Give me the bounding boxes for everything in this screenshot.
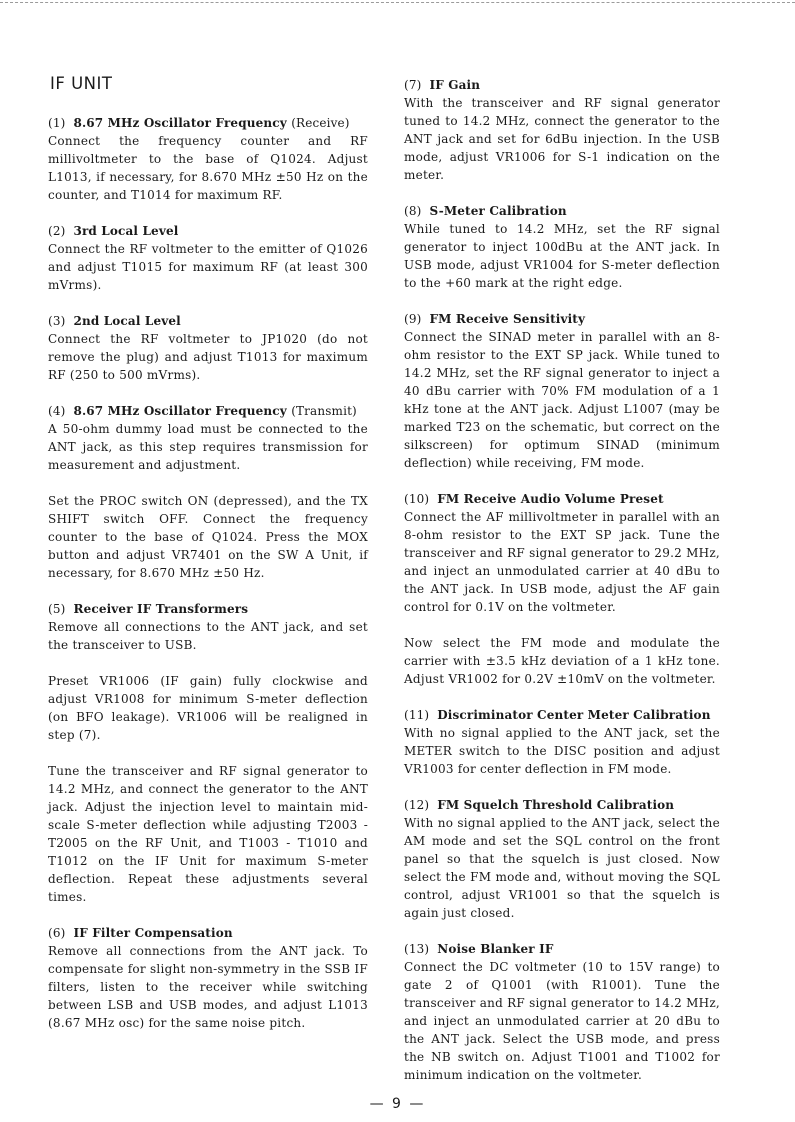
step-heading — [48, 924, 368, 942]
right-column — [404, 76, 720, 1102]
section-title: IF UNIT — [50, 74, 113, 93]
step-number: (12) — [404, 798, 430, 812]
step-heading — [48, 402, 368, 420]
step-title: S-Meter Calibration — [429, 204, 567, 218]
step-number: (11) — [404, 708, 430, 722]
step-paragraph: Tune the transceiver and RF signal generator to 14.2 MHz, and connect the generator to the ANT jack. Adjust the injection level to maintain mid-scale S-meter deflection while adjusting T2003 - T2005 on the RF Unit, and T1003 - T1010 and T1012 on the IF Unit for maximum S-meter deflection. Repeat these adjustments several times. — [48, 764, 368, 904]
step-heading — [404, 202, 720, 220]
step-paragraph: With the transceiver and RF signal generator tuned to 14.2 MHz, connect the generator to the ANT jack and set for 6dBu injection. In the USB mode, adjust VR1006 for S-1 indication on the meter. — [404, 96, 720, 182]
step-heading — [404, 796, 720, 814]
step-title: 2nd Local Level — [73, 314, 181, 328]
left-steps — [48, 114, 368, 1032]
step-paragraph: While tuned to 14.2 MHz, set the RF signal generator to inject 100dBu at the ANT jack. In USB mode, adjust VR1004 for S-meter deflection to the +60 mark at the right edge. — [404, 222, 720, 290]
step-title: IF Filter Compensation — [73, 926, 233, 940]
procedure-step — [404, 940, 720, 1084]
procedure-step — [48, 924, 368, 1032]
procedure-step — [48, 600, 368, 906]
step-title: 8.67 MHz Oscillator Frequency — [73, 116, 287, 130]
procedure-step — [404, 490, 720, 688]
procedure-step — [404, 796, 720, 922]
page-number: — 9 — — [369, 1096, 426, 1112]
step-heading — [404, 940, 720, 958]
step-heading — [404, 706, 720, 724]
step-heading — [404, 310, 720, 328]
step-number: (2) — [48, 224, 66, 238]
step-paragraph: Connect the SINAD meter in parallel with an 8-ohm resistor to the EXT SP jack. While tuned to 14.2 MHz, set the RF signal generator to inject a 40 dBu carrier with 70% FM modulation of a 1 kHz tone at the ANT jack. Adjust L1007 (may be marked T23 on the schematic, but correct on the silkscreen) for optimum SINAD (minimum deflection) while receiving, FM mode. — [404, 330, 720, 470]
step-number: (6) — [48, 926, 66, 940]
step-qualifier: (Transmit) — [291, 404, 357, 418]
step-paragraph: Connect the DC voltmeter (10 to 15V range) to gate 2 of Q1001 (with R1001). Tune the transceiver and RF signal generator to 14.2 MHz, and inject an unmodulated carrier at 20 dBu to the ANT jack. Select the USB mode, and press the NB switch on. Adjust T1001 and T1002 for minimum indication on the voltmeter. — [404, 960, 720, 1082]
procedure-step — [48, 312, 368, 384]
step-paragraph: Remove all connections from the ANT jack. To compensate for slight non-symmetry in the SSB IF filters, listen to the receiver while switching between LSB and USB modes, and adjust L1013 (8.67 MHz osc) for the same noise pitch. — [48, 944, 368, 1030]
step-number: (7) — [404, 78, 422, 92]
procedure-step — [404, 202, 720, 292]
left-column — [48, 74, 368, 1050]
step-paragraph: Connect the AF millivoltmeter in parallel with an 8-ohm resistor to the EXT SP jack. Tune the transceiver and RF signal generator to 29.2 MHz, and inject an unmodulated carrier at 40 dBu to the ANT jack. In USB mode, adjust the AF gain control for 0.1V on the voltmeter. — [404, 510, 720, 614]
step-paragraph: Now select the FM mode and modulate the carrier with ±3.5 kHz deviation of a 1 kHz tone. Adjust VR1002 for 0.2V ±10mV on the voltmeter. — [404, 636, 720, 686]
step-number: (10) — [404, 492, 430, 506]
step-title: FM Squelch Threshold Calibration — [437, 798, 675, 812]
step-qualifier: (Receive) — [291, 116, 350, 130]
step-heading — [48, 600, 368, 618]
step-paragraph: Remove all connections to the ANT jack, and set the transceiver to USB. — [48, 620, 368, 652]
procedure-step — [404, 76, 720, 184]
step-paragraph: With no signal applied to the ANT jack, set the METER switch to the DISC position and adjust VR1003 for center deflection in FM mode. — [404, 726, 720, 776]
procedure-step — [48, 222, 368, 294]
step-heading — [48, 114, 368, 132]
step-heading — [404, 76, 720, 94]
step-number: (5) — [48, 602, 66, 616]
step-paragraph: Preset VR1006 (IF gain) fully clockwise and adjust VR1008 for minimum S-meter deflection (on BFO leakage). VR1006 will be realigned in step (7). — [48, 674, 368, 742]
step-title: Receiver IF Transformers — [73, 602, 249, 616]
step-number: (9) — [404, 312, 422, 326]
procedure-step — [48, 114, 368, 204]
page-top-border — [0, 2, 795, 3]
step-heading — [48, 312, 368, 330]
step-title: 8.67 MHz Oscillator Frequency — [73, 404, 287, 418]
step-paragraph: Connect the frequency counter and RF millivoltmeter to the base of Q1024. Adjust L1013, if necessary, for 8.670 MHz ±50 Hz on the counter, and T1014 for maximum RF. — [48, 134, 368, 202]
step-number: (8) — [404, 204, 422, 218]
right-steps — [404, 76, 720, 1084]
procedure-step — [48, 402, 368, 582]
step-number: (4) — [48, 404, 66, 418]
step-number: (3) — [48, 314, 66, 328]
step-number: (1) — [48, 116, 66, 130]
step-heading — [48, 222, 368, 240]
step-paragraph: Set the PROC switch ON (depressed), and the TX SHIFT switch OFF. Connect the frequency counter to the base of Q1024. Press the MOX button and adjust VR7401 on the SW A Unit, if necessary, for 8.670 MHz ±50 Hz. — [48, 494, 368, 580]
step-paragraph: Connect the RF voltmeter to the emitter of Q1026 and adjust T1015 for maximum RF (at least 300 mVrms). — [48, 242, 368, 292]
step-paragraph: A 50-ohm dummy load must be connected to the ANT jack, as this step requires transmission for measurement and adjustment. — [48, 422, 368, 472]
step-number: (13) — [404, 942, 430, 956]
step-title: FM Receive Audio Volume Preset — [437, 492, 664, 506]
procedure-step — [404, 310, 720, 472]
step-title: Noise Blanker IF — [437, 942, 554, 956]
step-paragraph: Connect the RF voltmeter to JP1020 (do not remove the plug) and adjust T1013 for maximum RF (250 to 500 mVrms). — [48, 332, 368, 382]
procedure-step — [404, 706, 720, 778]
step-title: 3rd Local Level — [73, 224, 179, 238]
step-title: FM Receive Sensitivity — [429, 312, 586, 326]
step-title: IF Gain — [429, 78, 481, 92]
step-heading — [404, 490, 720, 508]
step-paragraph: With no signal applied to the ANT jack, select the AM mode and set the SQL control on the front panel so that the squelch is just closed. Now select the FM mode and, without moving the SQL control, adjust VR1001 so that the squelch is again just closed. — [404, 816, 720, 920]
step-title: Discriminator Center Meter Calibration — [437, 708, 711, 722]
